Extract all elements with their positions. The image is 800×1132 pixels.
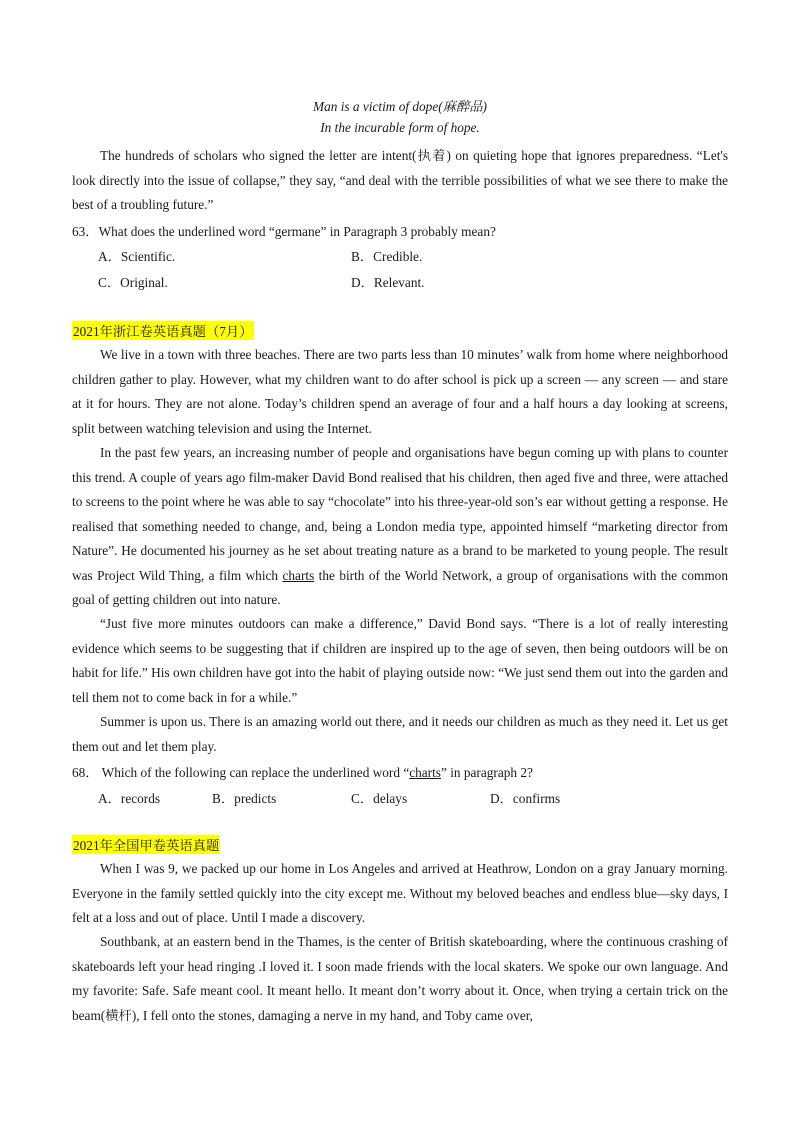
q68-text-before: 68． Which of the following can replace the underlined word “: [72, 765, 410, 780]
q63-option-d: D．Relevant.: [351, 275, 425, 290]
p2-text-before: In the past few years, an increasing number of people and organisations have begun coming up with plans to counter this trend. A couple of years ago film-maker David Bond realised that his children, then aged five and three, were attached to screens to the point where he was able to say “chocolate” into his three-year-old son’s ear without getting a response. He realised that something needed to change, and, being a London media type, appointed himself “marketing director from Nature”. He documented his journey as he set about treating nature as a brand to be marketed to young people. The result was Project Wild Thing, a film which: [72, 445, 728, 583]
question-68-stem: [72, 762, 533, 781]
q68-option-a: A．records: [98, 791, 161, 806]
poem-line-2: In the incurable form of hope.: [320, 120, 480, 135]
section2-paragraph-1: We live in a town with three beaches. There are two parts less than 10 minutes’ walk from home where neighborhood children gather to play. However, what my children want to do after school is pick up a screen — any screen — and stare at it for hours. They are not alone. Today’s children spend an average of four and a half hours a day looking at screens, split between watching television and using the Internet.: [72, 347, 728, 436]
section-heading-national-a-2021: 2021年全国甲卷英语真题: [72, 835, 220, 854]
section2-paragraph-2: [72, 441, 728, 613]
q68-underlined-word: charts: [409, 765, 441, 780]
section2-paragraph-3: “Just five more minutes outdoors can make a difference,” David Bond says. “There is a lot of really interesting evidence which seems to be suggesting that if children are inspired up to the age of seven, then being outdoors will be on habit for life.” His own children have got into the habit of playing outside now: “We just send them out into the garden and tell them not to come back in for a while.”: [72, 616, 728, 705]
q68-text-after: ” in paragraph 2?: [440, 765, 533, 780]
q68-option-b: B．predicts: [212, 791, 277, 806]
underlined-word-charts: charts: [282, 567, 315, 583]
section2-paragraph-4: Summer is upon us. There is an amazing world out there, and it needs our children as much as they need it. Let us get them out and let them play.: [72, 714, 728, 754]
q63-option-b: B．Credible.: [351, 249, 423, 264]
q68-option-d: D．confirms: [490, 791, 561, 806]
p2-text-after: the birth of the World Network, a group of organisations with the common goal of getting children out into nature.: [72, 567, 728, 607]
passage1-closing-paragraph: The hundreds of scholars who signed the letter are intent(执着) on quieting hope that ignores preparedness. “Let's look directly into the issue of collapse,” they say, “and deal with the terrible possibilities of what we see there to make the best of a troubling future.”: [72, 148, 728, 212]
section3-paragraph-1: When I was 9, we packed up our home in Los Angeles and arrived at Heathrow, London on a gray January morning. Everyone in the family settled quickly into the city except me. Without my beloved beaches and endless blue—sky days, I felt at a loss and out of place. Until I made a discovery.: [72, 861, 728, 925]
q68-option-c: C．delays: [351, 791, 408, 806]
poem-line-1: Man is a victim of dope(麻醉品): [313, 99, 487, 114]
section3-paragraph-2: Southbank, at an eastern bend in the Thames, is the center of British skateboarding, where the continuous crashing of skateboards left your head ringing .I loved it. I soon made friends with the local skaters. We spoke our own language. And my favorite: Safe. Safe meant cool. It meant hello. It meant don’t worry about it. Once, when trying a certain trick on the beam(横杆), I fell onto the stones, damaging a nerve in my hand, and Toby came over,: [72, 934, 728, 1023]
q63-option-c: C．Original.: [98, 275, 168, 290]
q63-option-a: A．Scientific.: [98, 249, 176, 264]
question-63-stem: 63．What does the underlined word “germane” in Paragraph 3 probably mean?: [72, 224, 496, 239]
section-heading-zhejiang-2021: 2021年浙江卷英语真题（7月）: [72, 321, 254, 340]
